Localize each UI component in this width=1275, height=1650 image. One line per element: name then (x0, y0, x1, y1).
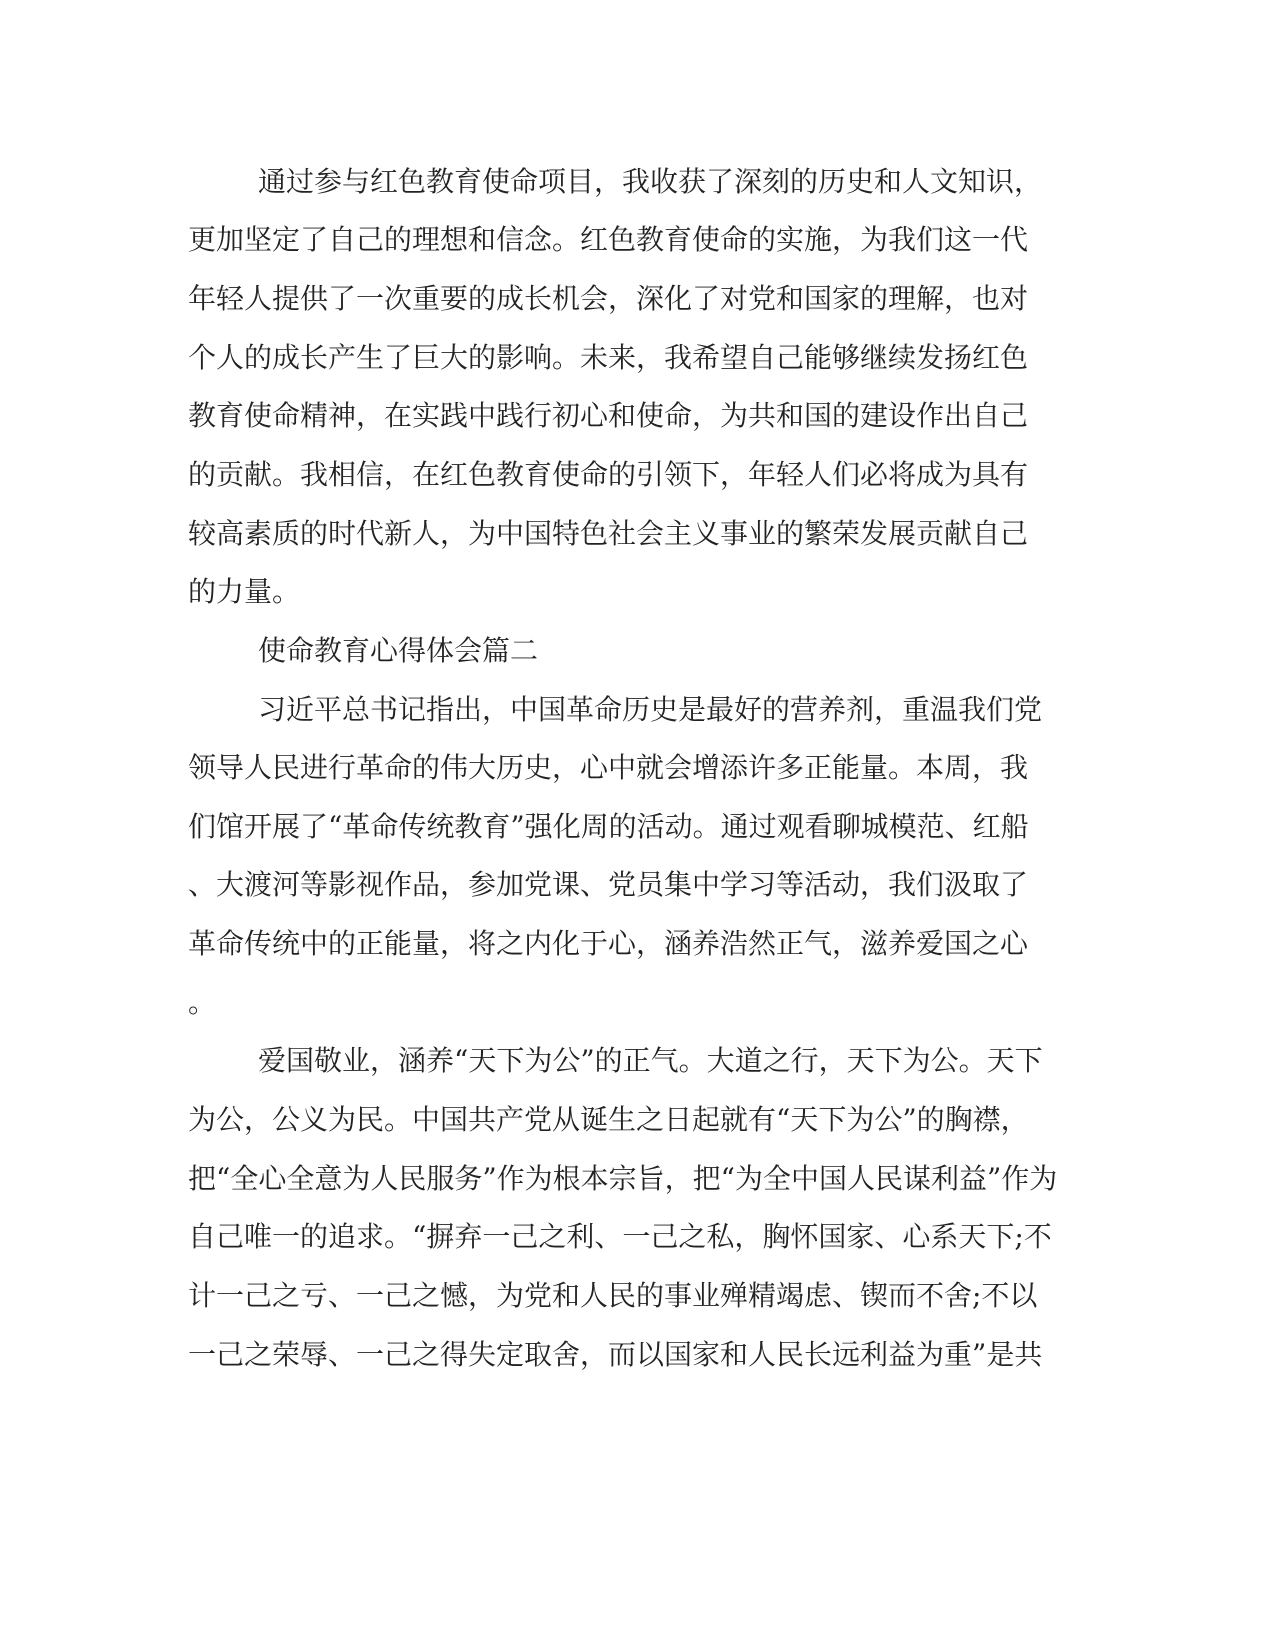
paragraph-2-line-4: 、大渡河等影视作品，参加党课、党员集中学习等活动，我们汲取了 (188, 868, 1029, 901)
paragraph-1-line-4: 个人的成长产生了巨大的影响。未来，我希望自己能够继续发扬红色 (188, 341, 1029, 374)
paragraph-2-line-1: 习近平总书记指出，中国革命历史是最好的营养剂，重温我们党 (258, 693, 1043, 726)
paragraph-3-line-3: 把“全心全意为人民服务”作为根本宗旨，把“为全中国人民谋利益”作为 (188, 1162, 1058, 1195)
paragraph-1-line-2: 更加坚定了自己的理想和信念。红色教育使命的实施，为我们这一代 (188, 223, 1029, 256)
paragraph-2-line-3: 们馆开展了“革命传统教育”强化周的活动。通过观看聊城模范、红船 (188, 810, 1029, 843)
paragraph-3-line-4: 自己唯一的追求。“摒弃一己之利、一己之私，胸怀国家、心系天下;不 (188, 1220, 1052, 1253)
paragraph-2-line-5: 革命传统中的正能量，将之内化于心，涵养浩然正气，滋养爱国之心 (188, 927, 1029, 960)
paragraph-1-line-3: 年轻人提供了一次重要的成长机会，深化了对党和国家的理解，也对 (188, 282, 1029, 315)
paragraph-3-line-5: 计一己之亏、一己之憾，为党和人民的事业殚精竭虑、锲而不舍;不以 (188, 1279, 1038, 1312)
section-heading: 使命教育心得体会篇二 (258, 634, 539, 667)
paragraph-1-line-6: 的贡献。我相信，在红色教育使命的引领下，年轻人们必将成为具有 (188, 458, 1029, 491)
paragraph-3-line-6: 一己之荣辱、一己之得失定取舍，而以国家和人民长远利益为重”是共 (188, 1338, 1043, 1371)
paragraph-3-line-1: 爱国敬业，涵养“天下为公”的正气。大道之行，天下为公。天下 (258, 1044, 1043, 1077)
paragraph-1-line-8: 的力量。 (188, 575, 301, 608)
paragraph-2-line-6: 。 (188, 986, 217, 1019)
paragraph-3-line-2: 为公，公义为民。中国共产党从诞生之日起就有“天下为公”的胸襟， (188, 1103, 1029, 1136)
paragraph-1-line-5: 教育使命精神，在实践中践行初心和使命，为共和国的建设作出自己 (188, 399, 1029, 432)
paragraph-2-line-2: 领导人民进行革命的伟大历史，心中就会增添许多正能量。本周，我 (188, 751, 1029, 784)
paragraph-1-line-7: 较高素质的时代新人，为中国特色社会主义事业的繁荣发展贡献自己 (188, 517, 1029, 550)
paragraph-1-line-1: 通过参与红色教育使命项目，我收获了深刻的历史和人文知识， (258, 165, 1043, 198)
